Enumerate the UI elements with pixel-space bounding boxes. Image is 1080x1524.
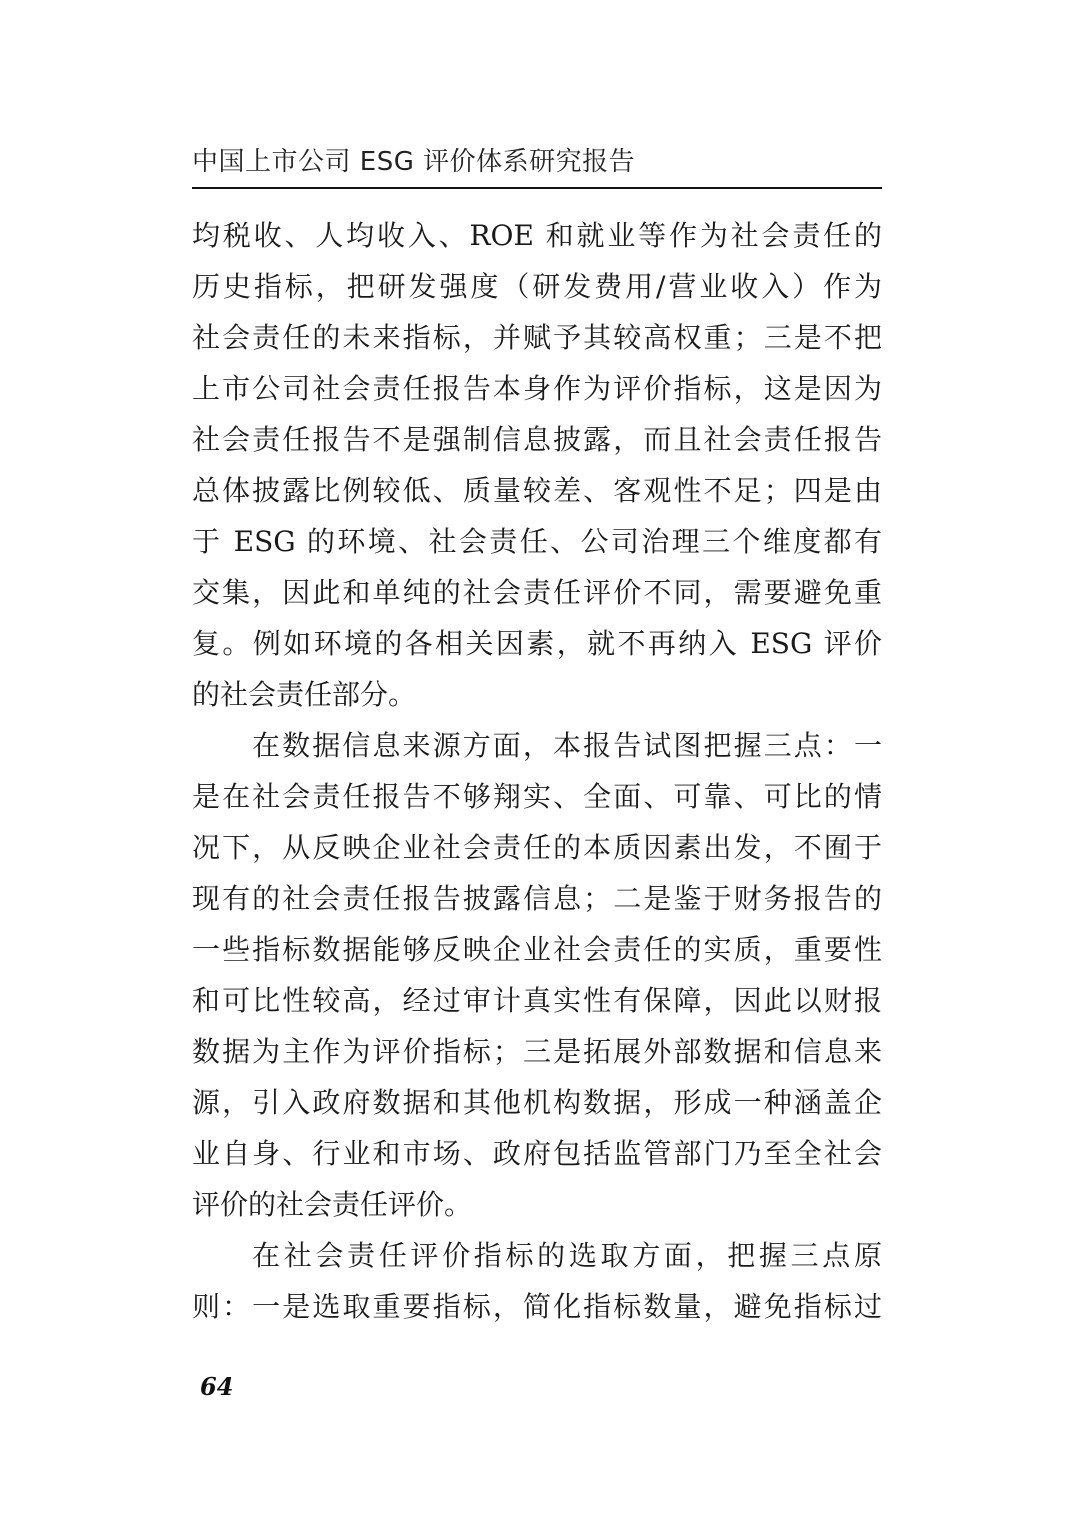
header-rule (192, 187, 882, 189)
paragraph-first-line: 在社会责任评价指标的选取方面，把握三点原 (252, 1239, 882, 1272)
text-line: 于 ESG 的环境、社会责任、公司治理三个维度都有 (192, 525, 882, 558)
text-line: 则：一是选取重要指标，简化指标数量，避免指标过 (192, 1290, 882, 1323)
text-line: 数据为主作为评价指标；三是拓展外部数据和信息来 (192, 1035, 882, 1068)
paragraph-first-line: 在数据信息来源方面，本报告试图把握三点：一 (252, 729, 882, 762)
running-header-title: 中国上市公司 ESG 评价体系研究报告 (192, 147, 636, 177)
text-line: 的社会责任部分。 (192, 678, 417, 711)
text-line: 均税收、人均收入、ROE 和就业等作为社会责任的 (192, 219, 882, 252)
text-line: 和可比性较高，经过审计真实性有保障，因此以财报 (192, 984, 882, 1017)
text-line: 是在社会责任报告不够翔实、全面、可靠、可比的情 (192, 780, 882, 813)
text-line: 社会责任报告不是强制信息披露，而且社会责任报告 (192, 423, 882, 456)
text-line: 况下，从反映企业社会责任的本质因素出发，不囿于 (192, 831, 882, 864)
text-line: 总体披露比例较低、质量较差、客观性不足；四是由 (192, 474, 882, 507)
text-line: 现有的社会责任报告披露信息；二是鉴于财务报告的 (192, 882, 882, 915)
text-line: 源，引入政府数据和其他机构数据，形成一种涵盖企 (192, 1086, 882, 1119)
text-line: 评价的社会责任评价。 (192, 1188, 473, 1221)
text-line: 交集，因此和单纯的社会责任评价不同，需要避免重 (192, 576, 882, 609)
text-line: 历史指标，把研发强度（研发费用/营业收入）作为 (192, 270, 882, 303)
text-line: 社会责任的未来指标，并赋予其较高权重；三是不把 (192, 321, 882, 354)
text-line: 上市公司社会责任报告本身作为评价指标，这是因为 (192, 372, 882, 405)
text-line: 一些指标数据能够反映企业社会责任的实质，重要性 (192, 933, 882, 966)
text-line: 复。例如环境的各相关因素，就不再纳入 ESG 评价 (192, 627, 882, 660)
page-number: 64 (200, 1372, 234, 1401)
body-text (192, 210, 882, 1332)
text-line: 业自身、行业和市场、政府包括监管部门乃至全社会 (192, 1137, 882, 1170)
